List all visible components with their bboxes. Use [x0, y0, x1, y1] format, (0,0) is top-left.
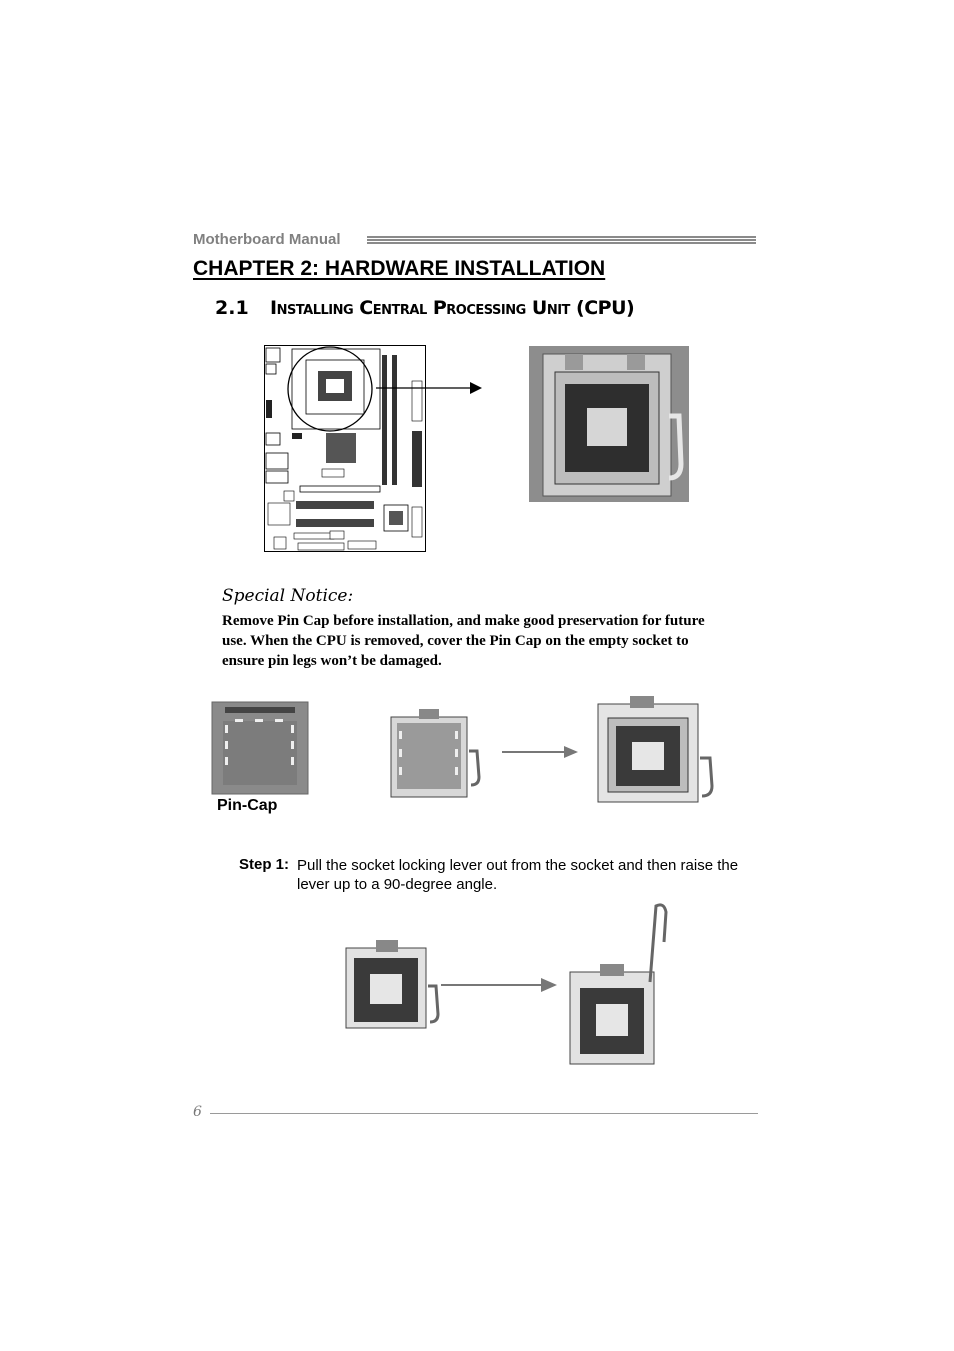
page-number: 6 [193, 1104, 202, 1120]
socket-with-cap-photo [389, 707, 487, 799]
socket-lever-raised-photo [566, 902, 670, 1068]
section-title: Installing Central Processing Unit (CPU) [270, 297, 635, 319]
section-number: 2.1 [215, 297, 249, 319]
running-header: Motherboard Manual [193, 231, 341, 248]
motherboard-diagram [264, 345, 426, 552]
socket-closed-photo [342, 938, 442, 1032]
cpu-socket-photo [529, 346, 689, 502]
header-rule [367, 236, 756, 245]
callout-arrow [376, 380, 486, 396]
step-1-label: Step 1: [239, 856, 290, 873]
pin-cap-photo [211, 701, 309, 795]
notice-body: Remove Pin Cap before installation, and make good preservation for future use. When the CPU is removed, cover the Pin Cap on the empty socket to ensure pin legs won’t be damaged. [222, 613, 705, 669]
step-arrow-2 [441, 977, 561, 993]
chapter-title: CHAPTER 2: HARDWARE INSTALLATION [193, 257, 606, 280]
step-1-text: Pull the socket locking lever out from the socket and then raise the lever up to a 90-degree angle. [297, 857, 739, 893]
step-arrow-1 [502, 744, 582, 760]
open-socket-photo [594, 694, 720, 806]
pin-cap-label: Pin-Cap [217, 797, 278, 814]
notice-heading: Special Notice: [222, 586, 354, 606]
footer-rule [210, 1113, 758, 1114]
